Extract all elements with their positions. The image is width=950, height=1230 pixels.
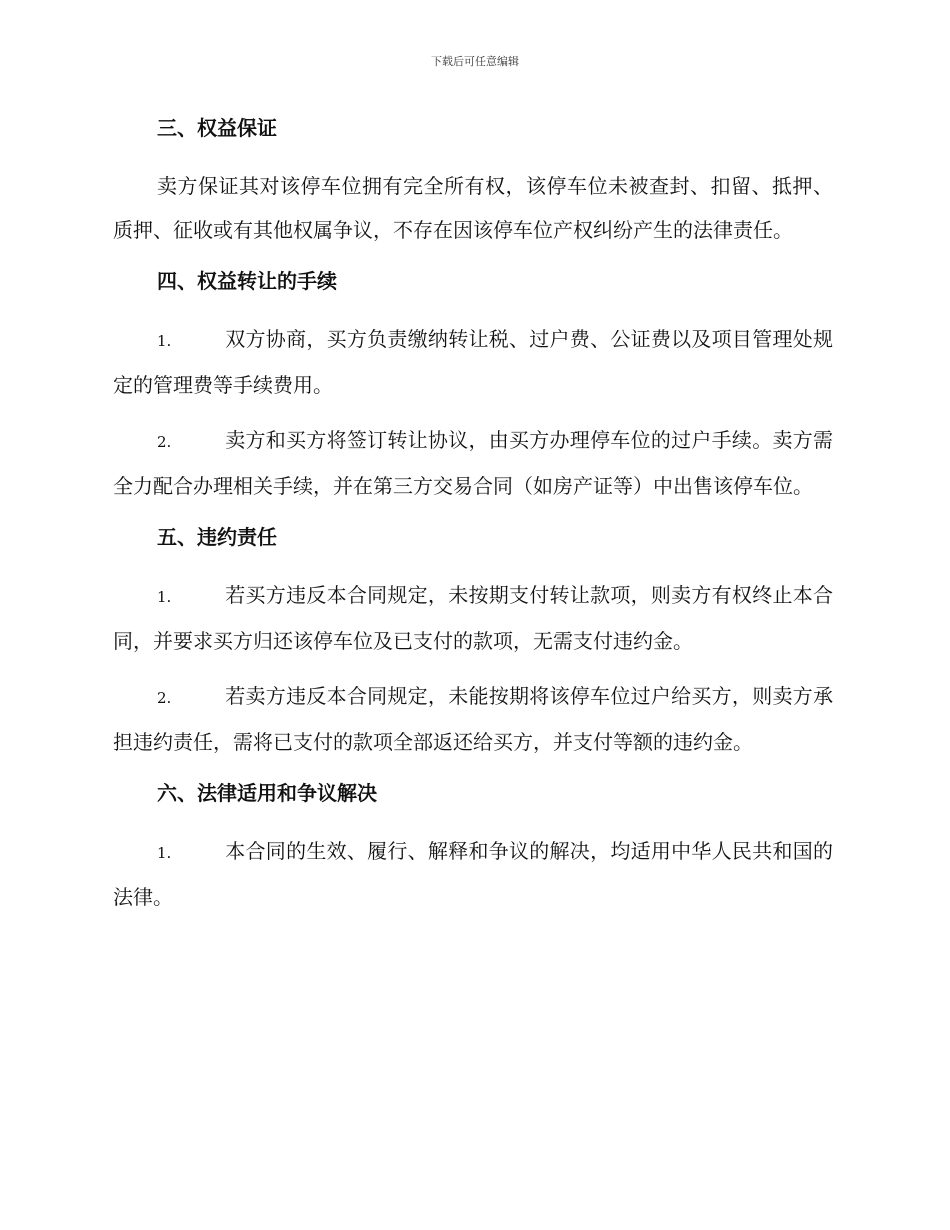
list-item-number: 1. [157,332,172,350]
list-item [113,674,833,764]
page-header: 下载后可任意编辑 [431,55,519,68]
section-heading-breach-liability: 五、违约责任 [157,525,277,549]
list-item [113,829,833,919]
list-item [113,317,833,407]
list-item-text: 双方协商，买方负责缴纳转让税、过户费、公证费以及项目管理处规定的管理费等手续费用。 [113,327,833,397]
section-paragraph: 卖方保证其对该停车位拥有完全所有权，该停车位未被查封、扣留、抵押、质押、征收或有其他权属争议，不存在因该停车位产权纠纷产生的法律责任。 [113,174,833,242]
list-item-text: 本合同的生效、履行、解释和争议的解决，均适用中华人民共和国的法律。 [113,839,833,909]
list-item-number: 2. [157,689,172,707]
list-item [113,573,833,663]
section-heading-governing-law: 六、法律适用和争议解决 [157,781,377,805]
document-body [113,110,833,930]
list-item-number: 1. [157,588,172,606]
list-item-text: 若卖方违反本合同规定，未能按期将该停车位过户给买方，则卖方承担违约责任，需将已支付的款项全部返还给买方，并支付等额的违约金。 [113,684,833,754]
list-item-text: 若买方违反本合同规定，未按期支付转让款项，则卖方有权终止本合同，并要求买方归还该停车位及已支付的款项，无需支付违约金。 [113,583,833,653]
list-item-number: 2. [157,433,172,451]
list-item [113,418,833,508]
section-heading-transfer-procedure: 四、权益转让的手续 [157,269,337,293]
list-item-number: 1. [157,844,172,862]
list-item-text: 卖方和买方将签订转让协议，由买方办理停车位的过户手续。卖方需全力配合办理相关手续，并在第三方交易合同（如房产证等）中出售该停车位。 [113,428,833,498]
section-heading-rights-guarantee: 三、权益保证 [157,116,277,140]
